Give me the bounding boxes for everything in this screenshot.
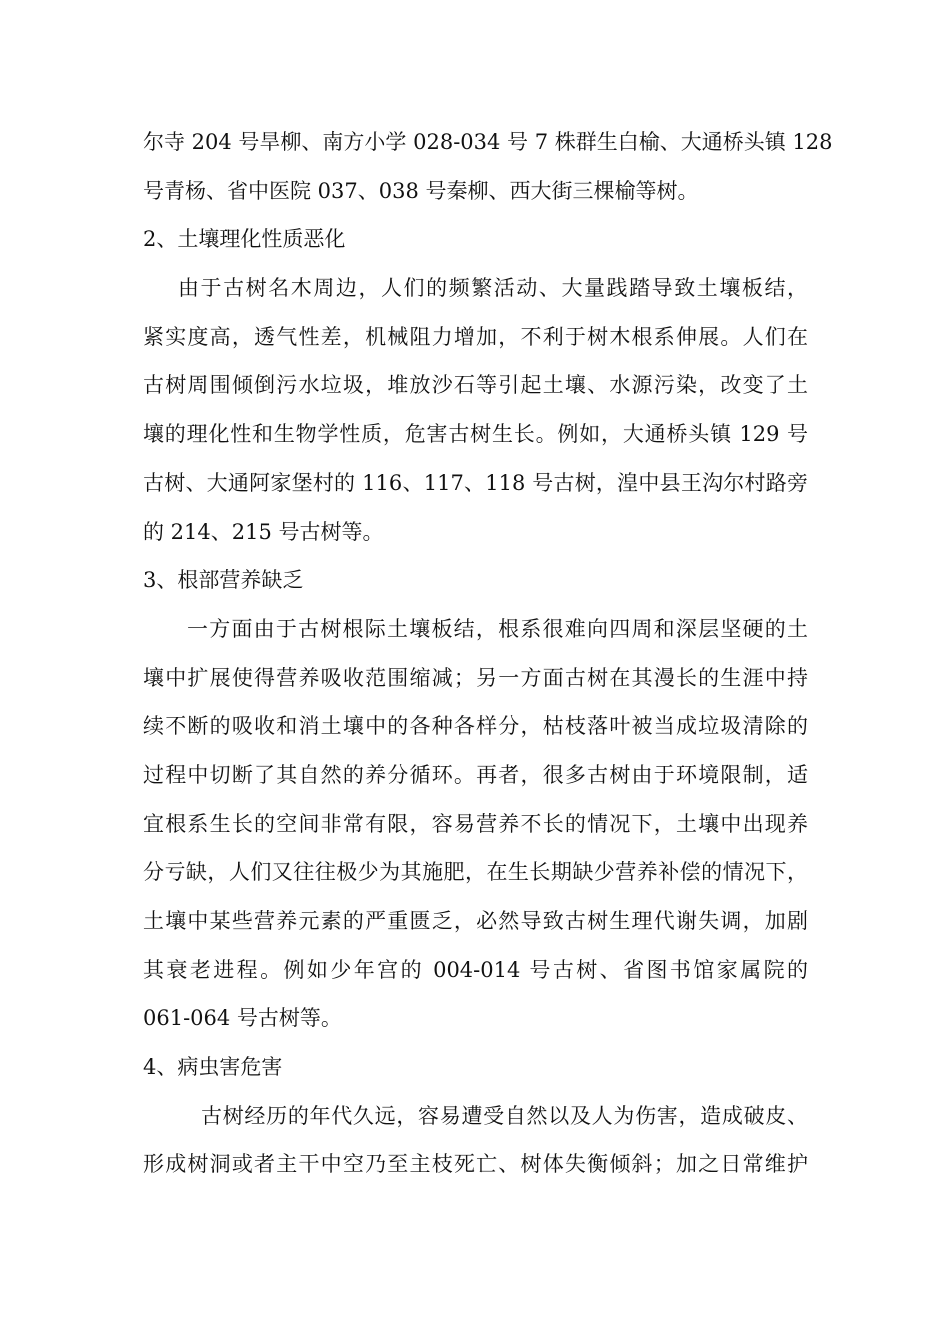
- paragraph-tree-list: [143, 118, 833, 215]
- text-line: 过程中切断了其自然的养分循环。再者，很多古树由于环境限制，适: [143, 762, 808, 787]
- text-line: 一方面由于古树根际土壤板结，根系很难向四周和深层坚硬的土: [187, 616, 808, 641]
- text-line: 紧实度高，透气性差，机械阻力增加，不利于树木根系伸展。人们在: [143, 324, 808, 349]
- text-line: 其衰老进程。例如少年宫的 004-014 号古树、省图书馆家属院的: [143, 957, 808, 982]
- text-line: 的 214、215 号古树等。: [143, 519, 384, 544]
- section-heading-root-nutrition: 3、根部营养缺乏: [143, 568, 304, 593]
- paragraph-pests: [143, 1092, 808, 1189]
- text-line: 形成树洞或者主干中空乃至主枝死亡、树体失衡倾斜；加之日常维护: [143, 1152, 808, 1177]
- text-line: 古树、大通阿家堡村的 116、117、118 号古树，湟中县王沟尔村路旁: [143, 470, 808, 495]
- text-line: 古树周围倾倒污水垃圾，堆放沙石等引起土壤、水源污染，改变了土: [143, 373, 808, 398]
- section-heading-soil: 2、土壤理化性质恶化: [143, 227, 346, 252]
- text-line: 宜根系生长的空间非常有限，容易营养不长的情况下，土壤中出现养: [143, 811, 808, 836]
- section-heading-pests: 4、病虫害危害: [143, 1055, 283, 1080]
- text-line: 壤的理化性和生物学性质，危害古树生长。例如，大通桥头镇 129 号: [143, 422, 808, 447]
- text-line: 土壤中某些营养元素的严重匮乏，必然导致古树生理代谢失调，加剧: [143, 909, 808, 933]
- text-line: 分亏缺，人们又往往极少为其施肥，在生长期缺少营养补偿的情况下，: [143, 860, 808, 885]
- document-page: [143, 118, 833, 1189]
- text-line: 由于古树名木周边，人们的频繁活动、大量践踏导致土壤板结，: [178, 276, 808, 301]
- text-line: 061-064 号古树等。: [143, 1006, 342, 1031]
- paragraph-root-nutrition: [143, 605, 808, 1043]
- paragraph-soil-degradation: [143, 264, 808, 556]
- text-line: 壤中扩展使得营养吸收范围缩减；另一方面古树在其漫长的生涯中持: [143, 665, 808, 690]
- text-line: 号青杨、省中医院 037、038 号秦柳、西大街三棵榆等树。: [143, 178, 699, 203]
- text-line: 古树经历的年代久远，容易遭受自然以及人为伤害，造成破皮、: [201, 1103, 808, 1128]
- text-line: 尔寺 204 号旱柳、南方小学 028-034 号 7 株群生白榆、大通桥头镇 128: [143, 130, 833, 154]
- text-line: 续不断的吸收和消土壤中的各种各样分，枯枝落叶被当成垃圾清除的: [143, 714, 808, 739]
